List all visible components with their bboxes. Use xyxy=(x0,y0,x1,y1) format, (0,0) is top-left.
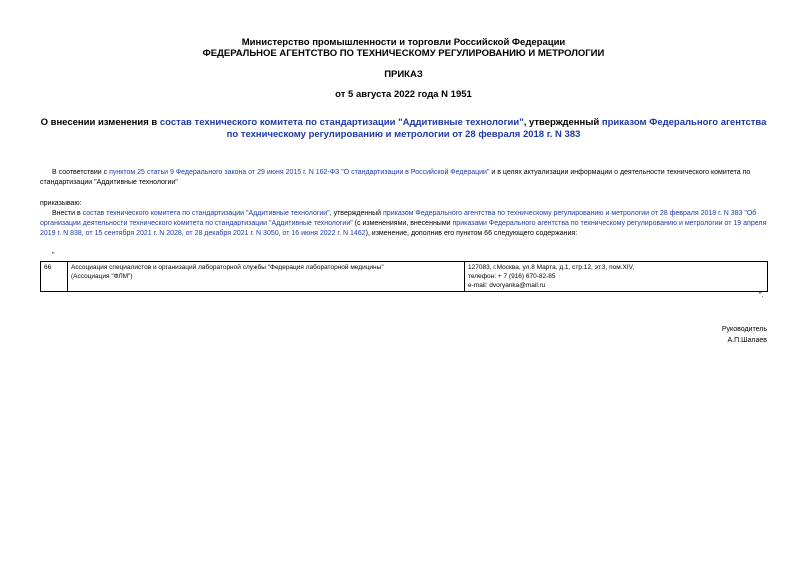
quote-open: " xyxy=(52,252,55,259)
address-cell xyxy=(465,262,768,292)
subject-prefix: О внесении изменения в xyxy=(40,117,160,128)
orders-word: приказываю: xyxy=(40,200,82,207)
item1-link-committee[interactable]: состав технического комитета по стандартизации "Аддитивные технологии" xyxy=(82,210,330,217)
document-type: ПРИКАЗ xyxy=(384,69,423,80)
subject-link-committee[interactable]: состав технического комитета по стандартизации "Аддитивные технологии" xyxy=(159,117,524,128)
item1-suffix: ), изменение, дополнив его пунктом 66 следующего содержания: xyxy=(365,230,578,237)
document-date-number: от 5 августа 2022 года N 1951 xyxy=(335,89,472,100)
item1-paragraph xyxy=(40,209,770,239)
agency-heading: ФЕДЕРАЛЬНОЕ АГЕНТСТВО ПО ТЕХНИЧЕСКОМУ РЕГУЛИРОВАНИЮ И МЕТРОЛОГИИ xyxy=(202,48,605,59)
item1-link-order[interactable]: приказом Федерального агентства по техническому регулированию и метрологии от 28 февраля 2018 г. N 383 "Об организации деятельности технического комитета по стандартизации "Аддитивные технологии" xyxy=(40,210,757,227)
organization-name: Ассоциация специалистов и организаций лабораторной службы "Федерация лабораторной медицины" xyxy=(71,264,384,271)
item1-prefix: Внести в xyxy=(52,210,83,217)
phone: телефон: + 7 (916) 670-82-85 xyxy=(468,273,556,280)
signatory-name: А.П.Шалаев xyxy=(727,337,767,344)
signatory-title: Руководитель xyxy=(721,326,767,333)
document-subject xyxy=(40,117,767,141)
basis-paragraph xyxy=(40,168,770,188)
row-number: 66 xyxy=(41,262,68,292)
email: e-mail: dvoryanka@mail.ru xyxy=(468,282,546,289)
basis-suffix: и в целях актуализации информации о деятельности технического комитета по стандартизации "Аддитивные технологии" xyxy=(40,169,751,186)
ministry-heading: Министерство промышленности и торговли Российской Федерации xyxy=(241,37,566,48)
item1-middle1: , утвержденный xyxy=(329,210,384,217)
committee-members-table xyxy=(40,261,768,292)
subject-middle: , утвержденный xyxy=(523,117,602,128)
address: 127083, г.Москва, ул.8 Марта, д.1, стр.12, эт.3, пом.XIV, xyxy=(468,264,635,271)
quote-close: ". xyxy=(759,292,764,299)
organization-cell xyxy=(68,262,465,292)
subject-link-order[interactable]: приказом Федерального агентства по техническому регулированию и метрологии от 28 февраля 2018 г. N 383 xyxy=(226,117,767,140)
basis-prefix: В соответствии с xyxy=(52,169,110,176)
organization-short-name: (Ассоциация "ФЛМ") xyxy=(71,273,133,280)
table-row xyxy=(41,262,768,292)
item1-link-amendments[interactable]: приказами Федерального агентства по техническому регулированию и метрологии от 19 апреля 2019 г. N 838, от 15 сентября 2021 г. N 2028, от 28 декабря 2021 г. N 3050, от 16 июня 2022 г. N 1462 xyxy=(40,220,767,237)
item1-middle2: (с изменениями, внесенными xyxy=(352,220,453,227)
basis-law-link[interactable]: пунктом 25 статьи 9 Федерального закона от 29 июня 2015 г. N 162-ФЗ "О стандартизации в Российской Федерации" xyxy=(109,169,490,176)
